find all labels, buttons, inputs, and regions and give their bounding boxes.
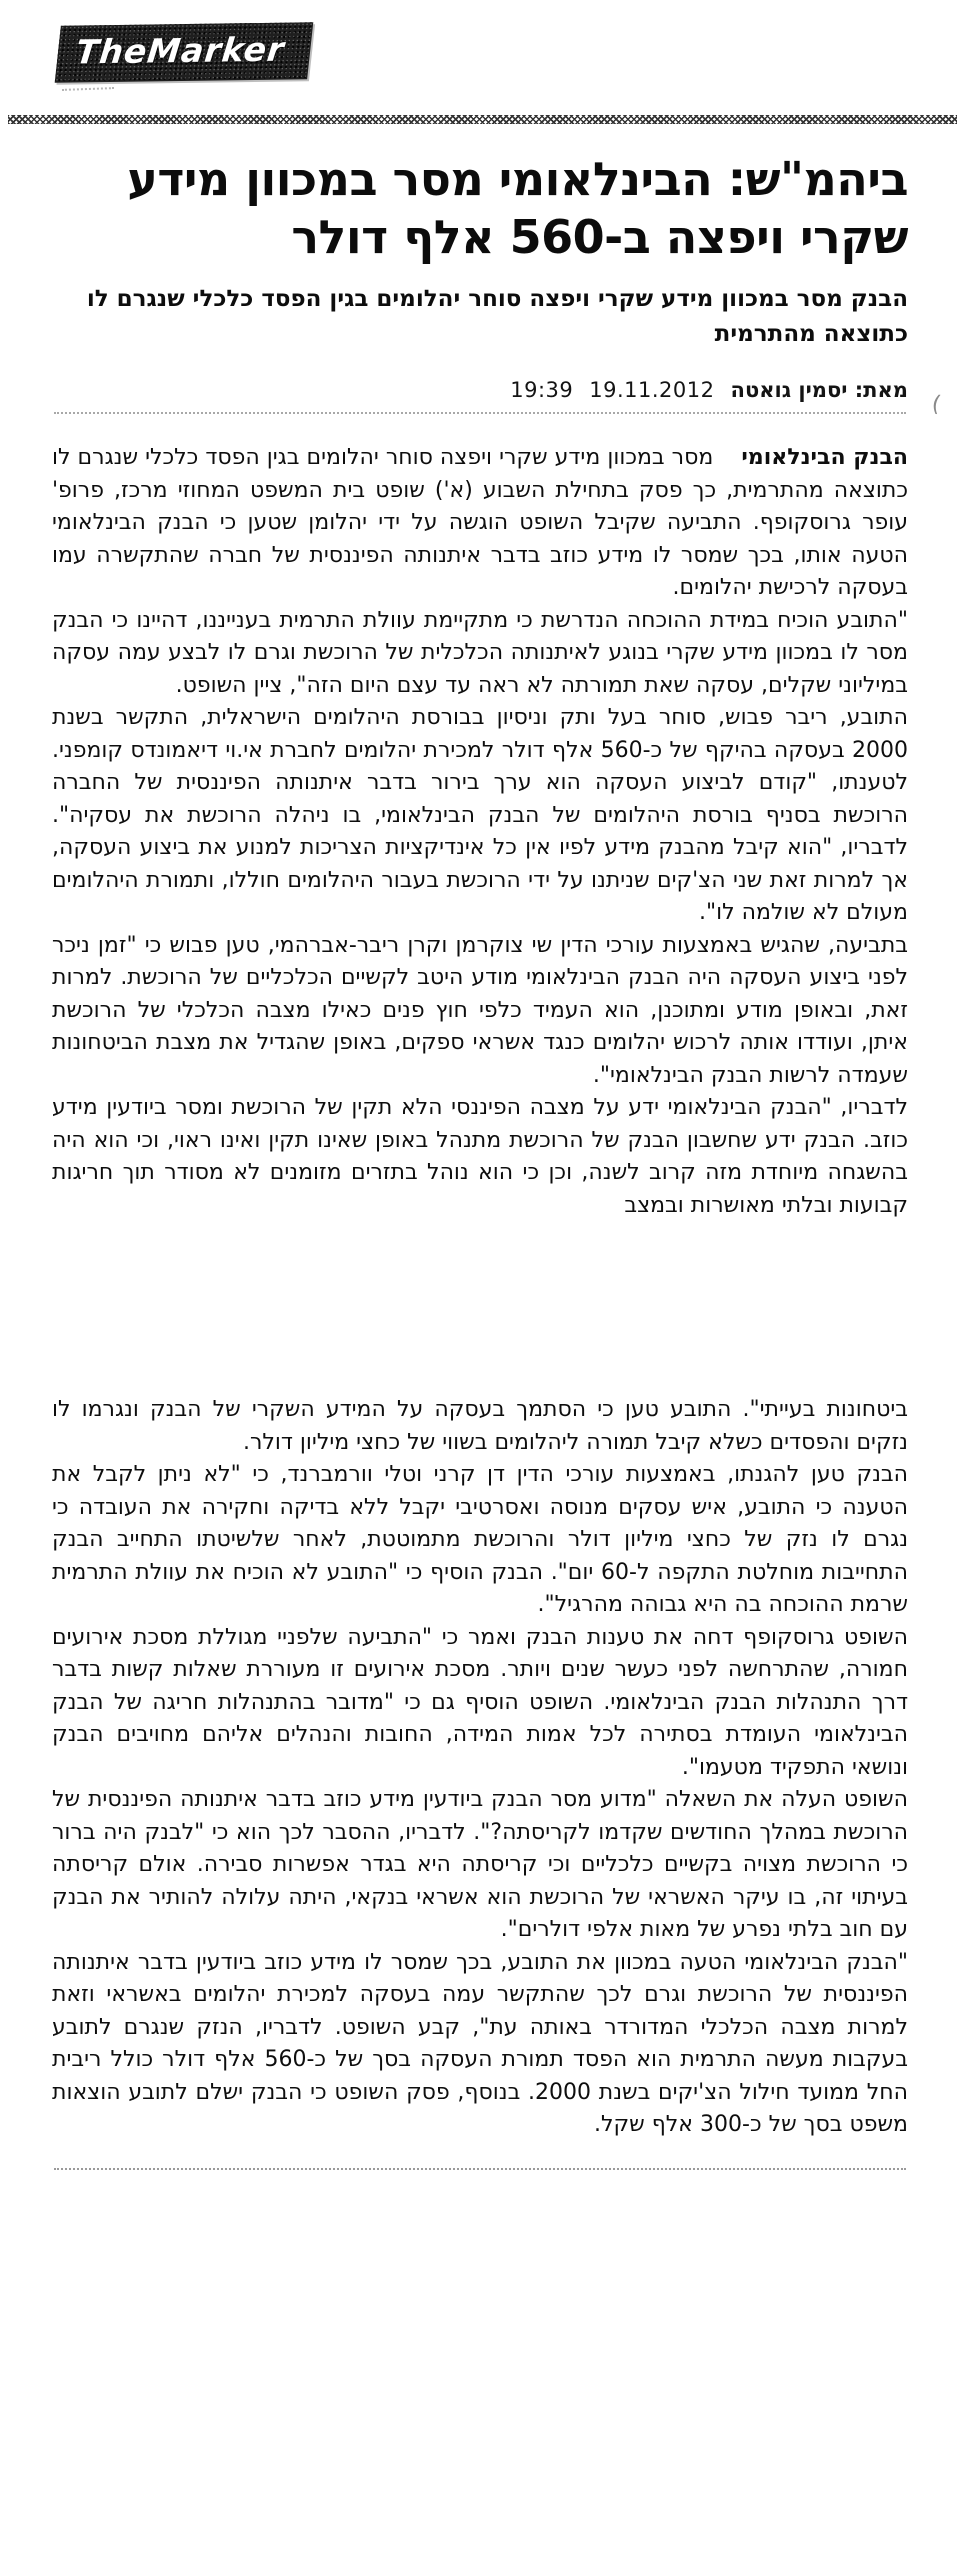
- paragraph: "התובע הוכיח במידת ההוכחה הנדרשת כי מתקיימת עוולת התרמית בענייננו, דהיינו כי הבנק מסר לו במכוון מידע שקרי בנוגע לאיתנותה הכלכלית של הרוכשת וגרם לו לבצע עמה עסקה במיליוני שקלים, עסקה שאת תמורתה לא ראה עד עצם היום הזה", ציין השופט.: [52, 607, 908, 698]
- byline-time: 19:39: [510, 378, 574, 402]
- scan-curve-artifact: (: [929, 391, 943, 418]
- lead-bold-opener: הבנק הבינלאומי: [741, 445, 908, 470]
- scan-noise-speck: [62, 87, 114, 95]
- halftone-divider: [8, 115, 957, 124]
- scan-stitch-gap: [52, 1222, 908, 1394]
- byline-by-label: מאת:: [854, 378, 908, 402]
- subheadline: הבנק מסר במכוון מידע שקרי ויפצה סוחר יהלומים בגין הפסד כלכלי שנגרם לו כתוצאה מהתרמית: [86, 286, 908, 347]
- themarker-logo: TheMarker: [55, 22, 314, 83]
- byline-dotted-divider: [54, 412, 906, 414]
- article-body-block-1: [52, 442, 908, 1222]
- lead-text: מסר במכוון מידע שקרי ויפצה סוחר יהלומים בגין הפסד כלכלי שנגרם לו כתוצאה מהתרמית, כך פסק בתחילת השבוע (א') שופט בית המשפט המחוזי מרכז, פרופ' עופר גרוסקופף. התביעה שקיבל השופט הוגשה על ידי יהלומן שטען כי הבנק הבינלאומי הטעה אותו, בכך שמסר לו מידע כוזב בדבר איתנותה הפיננסית של חברה שהתקשרה עמו בעסקה לרכישת יהלומים.: [52, 445, 908, 600]
- lead-paragraph: [52, 442, 908, 605]
- paragraph: בתביעה, שהגיש באמצעות עורכי הדין שי צוקרמן וקרן ריבר-אברהמי, טען פבוש כי "זמן ניכר לפני ביצוע העסקה היה הבנק הבינלאומי מודע היטב לקשיים הכלכליים של הרוכשת. למרות זאת, ובאופן מודע ומתוכנן, הוא העמיד כלפי חוץ פנים כאילו מצבה הכלכלי של הרוכשת איתן, ועודדו אותה לרכוש יהלומים כנגד אשראי ספקים, באופן שהגדיל את מצבת הביטחונות שעמדה לרשות הבנק הבינלאומי".: [52, 932, 908, 1088]
- paragraph: לדבריו, "הבנק הבינלאומי ידע על מצבה הפיננסי הלא תקין של הרוכשת ומסר ביודעין מידע כוזב. הבנק ידע שחשבון הבנק של הרוכשת מתנהל באופן שאינו תקין ואינו ראוי, וכי הוא היה בהשגחה מיוחדת מזה קרוב לשנה, וכן כי הוא נוהל בתזרים מזומנים לא מסודר תוך חריגות קבועות ובלתי מאושרות ובמצב: [52, 1095, 908, 1218]
- masthead: [0, 0, 963, 81]
- paragraph: השופט העלה את השאלה "מדוע מסר הבנק ביודעין מידע כוזב בדבר איתנותה הפיננסית של הרוכשת במהלך החודשים שקדמו לקריסתה?". לדבריו, ההסבר לכך הוא כי "לבנק היה ברור כי הרוכשת מצויה בקשיים כלכליים וכי קריסתה היא בגדר אפשרות סבירה. אולם קריסתה בעיתוי זה, בו עיקר האשראי של הרוכשת הוא אשראי בנקאי, היתה עלולה להותיר את הבנק עם חוב בלתי נפרע של מאות אלפי דולרים".: [52, 1787, 908, 1942]
- paragraph: התובע, ריבר פבוש, סוחר בעל ותק וניסיון בבורסת היהלומים הישראלית, התקשר בשנת 2000 בעסקה בהיקף של כ-560 אלף דולר למכירת יהלומים לחברת אי.וי דיאמונדס קומפני. לטענתו, "קודם לביצוע העסקה הוא ערך בירור בדבר איתנותה הפיננסית של החברה הרוכשת בסניף בורסת היהלומים של הבנק הבינלאומי, בו ניהלה הרוכשת את עסקיה". לדבריו, "הוא קיבל מהבנק מידע לפיו אין כל אינדיקציות הצריכות למנוע את ביצוע העסקה, אך למרות זאת שני הצ'קים שניתנו על ידי הרוכשת בעבור היהלומים חוללו, ותמורת היהלומים מעולם לא שולמה לו".: [52, 705, 909, 925]
- byline-author-group: [731, 378, 908, 402]
- paragraph: "הבנק הבינלאומי הטעה במכוון את התובע, בכך שמסר לו מידע כוזב ביודעין בדבר איתנותה הפיננסית של הרוכשת וגרם לכך שהתקשר עמה בעסקה למכירת יהלומים באשראי וזאת למרות מצבה הכלכלי המדורדר באותה עת", קבע השופט. לדבריו, הנזק שנגרם לתובע בעקבות מעשה התרמית הוא הפסד תמורת העסקה בסך של כ-560 אלף דולר כולל ריבית החל ממועד חילול הצ'יקים בשנת 2000. בנוסף, פסק השופט כי הבנק ישלם לתובע הוצאות משפט בסך של כ-300 אלף שקל.: [52, 1949, 908, 2137]
- article-column: [0, 150, 963, 2170]
- paragraph: השופט גרוסקופף דחה את טענות הבנק ואמר כי "התביעה שלפניי מגוללת מסכת אירועים חמורה, שהתרחשה לפני כעשר שנים ויותר. מסכת אירועים זו מעוררת שאלות קשות בדבר דרך התנהלות הבנק הבינלאומי. השופט הוסיף גם כי "מדובר בהתנהלות חריגה של הבנק הבינלאומי העומדת בסתירה לכל אמות המידה, החובות והנהלים אליהם מחויבים הבנק ונושאי התפקיד מטעמו".: [52, 1624, 908, 1780]
- headline: ביהמ"ש: הבינלאומי מסר במכוון מידע שקרי ויפצה ב-560 אלף דולר: [127, 152, 908, 264]
- bottom-dotted-divider: [54, 2168, 906, 2170]
- article-body-block-2: [52, 1394, 908, 2142]
- byline-author: יסמין גואטה: [730, 378, 848, 402]
- byline-date: 19.11.2012: [589, 378, 715, 402]
- byline: [52, 378, 908, 402]
- paragraph: הבנק טען להגנתו, באמצעות עורכי הדין דן קרני וטלי וורמברנד, כי "לא ניתן לקבל את הטענה כי התובע, איש עסקים מנוסה ואסרטיבי יקבל ללא בדיקה וחקירה את העובדה כי נגרם לו נזק של כחצי מיליון דולר והרוכשת מתמוטטת, לאחר שלשיטתו התחייב הבנק התחייבות מוחלטת התקפה ל-60 יום". הבנק הוסיף כי "התובע לא הוכיח את עוולת התרמית שרמת ההוכחה בה היא גבוהה מהרגיל".: [52, 1462, 908, 1617]
- paragraph: ביטחונות בעייתי". התובע טען כי הסתמך בעסקה על המידע השקרי של הבנק ונגרמו לו נזקים והפסדים כשלא קיבל תמורה ליהלומים בשווי של כחצי מיליון דולר.: [52, 1397, 908, 1455]
